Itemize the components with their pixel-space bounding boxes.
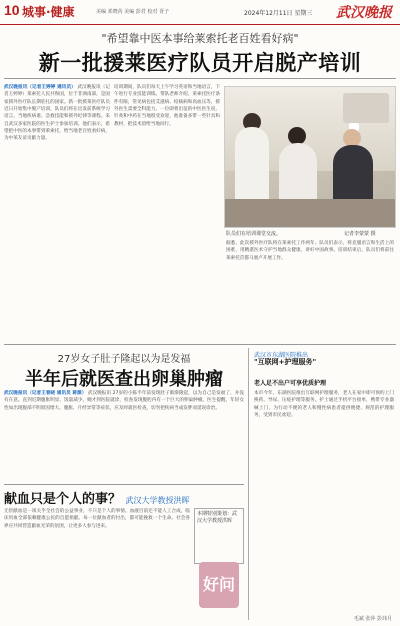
issue-date: 2024年12月11日 星期三	[244, 10, 313, 17]
editor-credits: 毛斌 张萍 彭玮月	[353, 616, 392, 622]
page-header	[0, 0, 400, 25]
essay-body	[4, 508, 190, 618]
divider	[4, 484, 244, 485]
second-body	[4, 390, 244, 482]
newspaper-logo: 武汉晚报	[336, 5, 392, 21]
lead-body-2: 培训期间，队员们每天上午学习英语和当地语言，下午进行专业技能训练。带队老师介绍，莱索托医疗条件有限，常见病包括艾滋病、结核病和高血压等，援外医生需要全科能力。一位即将出征的中医医生说，针灸和中药在当地很受欢迎，他准备多带一些针具和教材，把技术留给当地同行。	[114, 85, 220, 127]
section-name: 城事·健康	[22, 5, 75, 19]
divider	[4, 78, 396, 79]
essay-subtitle: 武汉大学教授洪晖	[125, 496, 190, 505]
sidebar-body	[254, 390, 394, 610]
lead-body-1: 武汉晚报讯（记者王婷婷）莱索托人民共和国，位于非洲南部，是国家援外医疗队长期驻扎的国家。新一批援莱医疗队员近日开始集中脱产培训，队员们将在出发前系统学习语言、当地疾病谱、急救技能和援外纪律等课程。来自武汉多家医院的医生护士参加培训。他们表示，希望把中医的本事带到莱索托，给当地老百姓看好病，为中莱友谊贡献力量。	[4, 85, 110, 142]
divider	[4, 344, 396, 345]
photo-caption: 队员们在培训课堂交流。	[226, 231, 282, 237]
column-divider	[248, 348, 249, 620]
lead-column-2	[114, 84, 220, 340]
lead-column-3	[226, 240, 394, 340]
lead-body-3: 据悉，此次援外医疗队将在莱索托工作两年。队员们表示，将克服语言和生活上的困难，用精湛医术守护当地群众健康，讲好中国故事。培训结束后，队员们将前往莱索托首都马塞卢开展工作。	[226, 241, 394, 261]
sidebar-subtitle: 老人足不出户可享优质护理	[254, 380, 327, 387]
sidebar-title: "互联网+护理服务"	[254, 358, 317, 366]
lead-byline: 武汉晚报讯（记者王婷婷 通讯员）	[4, 85, 76, 90]
second-byline: 武汉晚报讯（记者王春晓 通讯员 蒋源）	[4, 391, 87, 396]
second-kicker: 27岁女子肚子隆起以为是发福	[57, 354, 191, 365]
sidebar-kicker: 武汉市东湖医院推出	[254, 352, 309, 359]
page-number: 10	[4, 2, 20, 18]
photo-credit: 记者李蒙蒙 摄	[344, 231, 376, 237]
lead-photo	[224, 86, 396, 228]
essay-title-text: 献血只是个人的事？	[4, 492, 122, 507]
second-headline: 半年后就医查出卵巢肿瘤	[25, 369, 223, 390]
second-body-text: 武汉晚报讯 27岁的小陈半年前发现肚子渐渐隆起，以为自己是发福了，并没有在意。直到近期腹胀明显、饭量减少，她才到医院就诊，检查发现腹腔内有一个巨大的卵巢肿瘤。医生提醒，年轻女性如出现腹部不明原因增大、腹胀、月经异常等症状，应及时就医检查，切勿把疾病当成发胖而延误诊治。	[4, 391, 244, 411]
lead-headline: 新一批援莱医疗队员开启脱产培训	[38, 51, 362, 75]
staff-credits: 美编 邓晓芮 美编 彭君 校对 胥子	[96, 9, 169, 15]
essay-body-text: 无偿献血是一项关乎全社会的公益事业，不只是个人的事情。血液目前还不能人工合成，临床用血全部依赖健康公民的自愿捐献。每一位献血者的付出，都可能挽救一个生命。社会各界应共同营造献血光荣的氛围，让更多人参与进来。	[4, 509, 190, 529]
lead-kicker: "希望靠中医本事给莱索托老百姓看好病"	[101, 32, 299, 45]
special-note: 本期特别策划：武汉大学教授洪晖	[194, 508, 244, 564]
sidebar-body-text: 本市今年，东湖医院推出互联网护理服务，老人在家中即可预约上门换药、导尿、压疮护理等服务。护士通过手机平台接单，携带专业器械上门，为行动不便的老人和慢性病患者提供便捷、规范的护理服务，受到市民欢迎。	[254, 391, 394, 419]
essay-title	[4, 488, 244, 507]
haowen-badge: 好问	[199, 562, 239, 608]
lead-column-1	[4, 84, 110, 340]
